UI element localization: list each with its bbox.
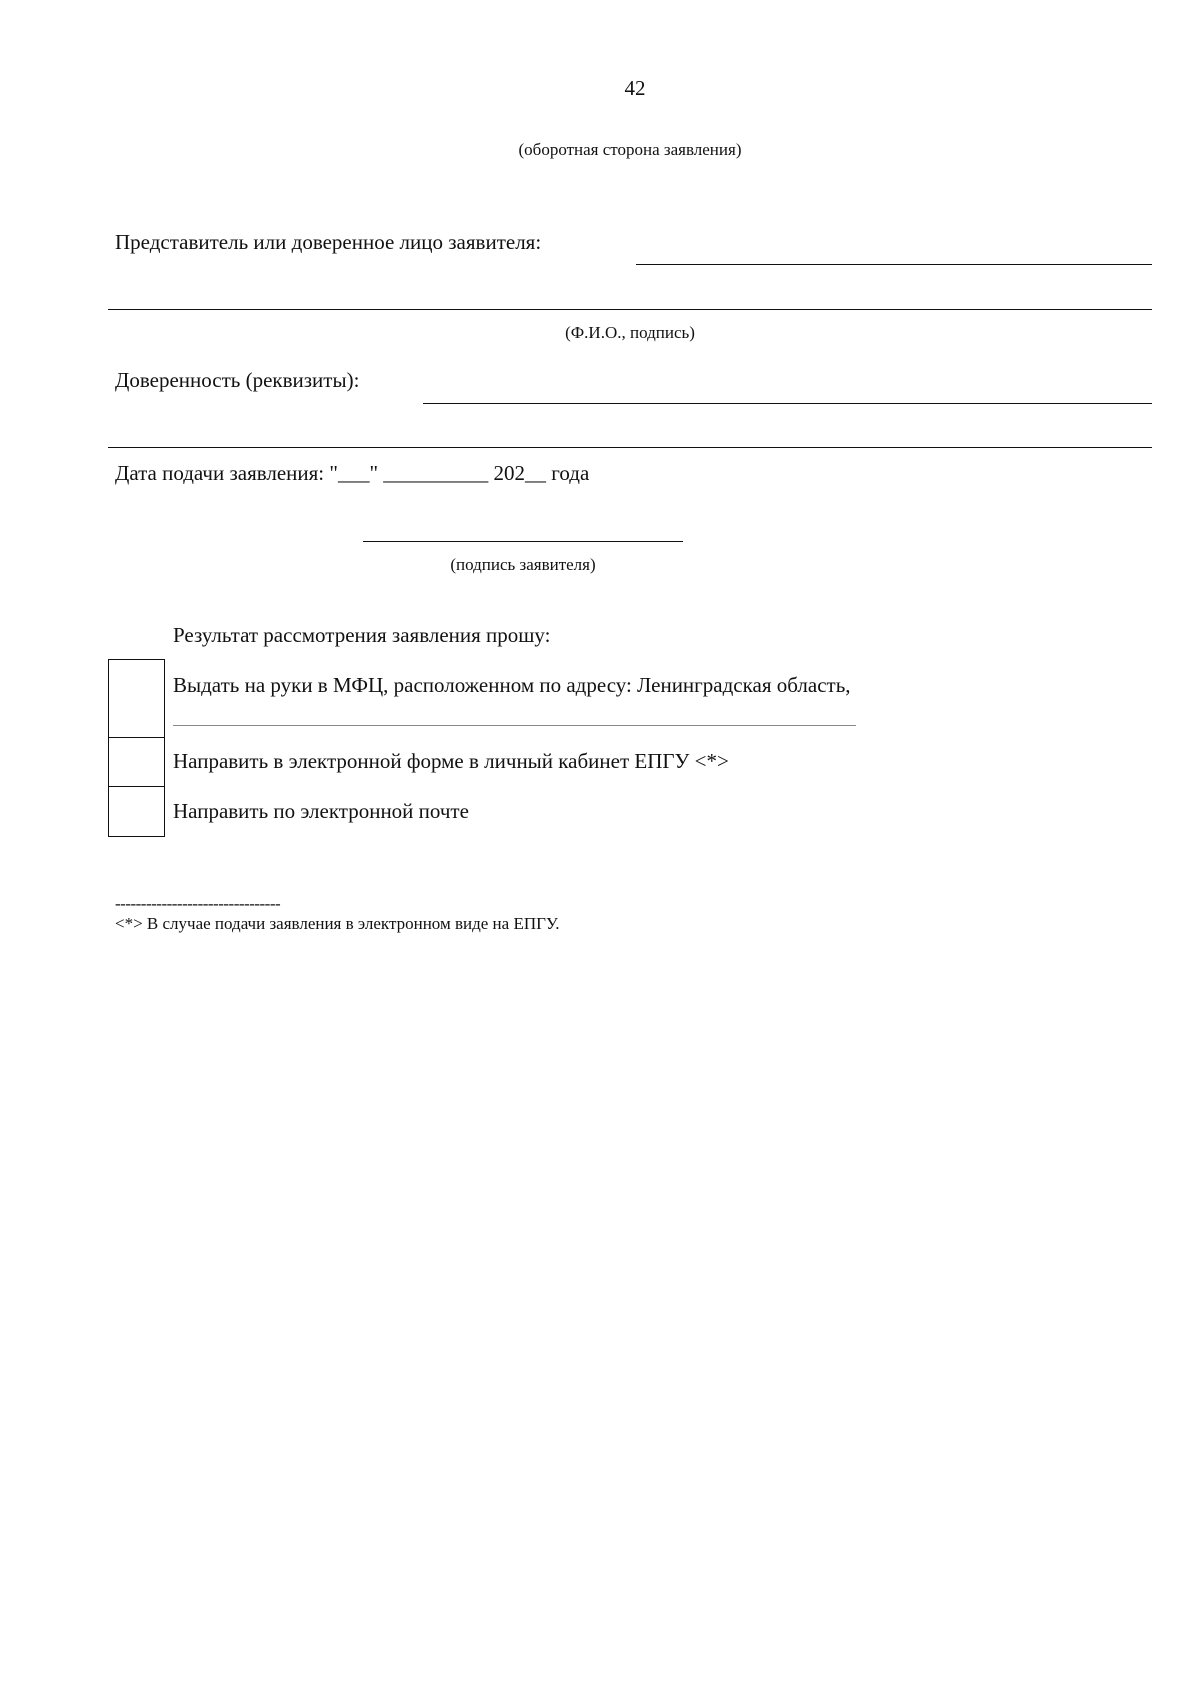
representative-label: Представитель или доверенное лицо заявителя: (115, 230, 542, 254)
checkbox-email[interactable] (108, 786, 165, 837)
option-deliver-mfc-label: Выдать на руки в МФЦ, расположенном по адресу: Ленинградская область, (173, 673, 851, 697)
representative-name-field[interactable] (636, 264, 1152, 265)
checkbox-epgu[interactable] (108, 737, 165, 788)
result-intro: Результат рассмотрения заявления прошу: (173, 623, 551, 647)
power-of-attorney-label: Доверенность (реквизиты): (115, 368, 360, 392)
mfc-address-field[interactable] (173, 725, 856, 726)
page-number: 42 (624, 76, 646, 100)
footnote-separator: -------------------------------- (115, 894, 281, 913)
option-epgu-label: Направить в электронной форме в личный кабинет ЕПГУ <*> (173, 749, 729, 773)
representative-caption: (Ф.И.О., подпись) (565, 323, 695, 342)
representative-name-field-line2[interactable] (108, 309, 1152, 310)
applicant-signature-field[interactable] (363, 541, 683, 542)
power-of-attorney-field-line2[interactable] (108, 447, 1152, 448)
footnote-text: <*> В случае подачи заявления в электронном виде на ЕПГУ. (115, 914, 560, 933)
option-email-label: Направить по электронной почте (173, 799, 469, 823)
submission-date-label: Дата подачи заявления: "___" __________ 202__ года (115, 461, 590, 485)
power-of-attorney-field[interactable] (423, 403, 1152, 404)
checkbox-deliver-mfc[interactable] (108, 659, 165, 739)
applicant-signature-caption: (подпись заявителя) (450, 555, 596, 574)
page-subtitle: (оборотная сторона заявления) (518, 140, 742, 159)
